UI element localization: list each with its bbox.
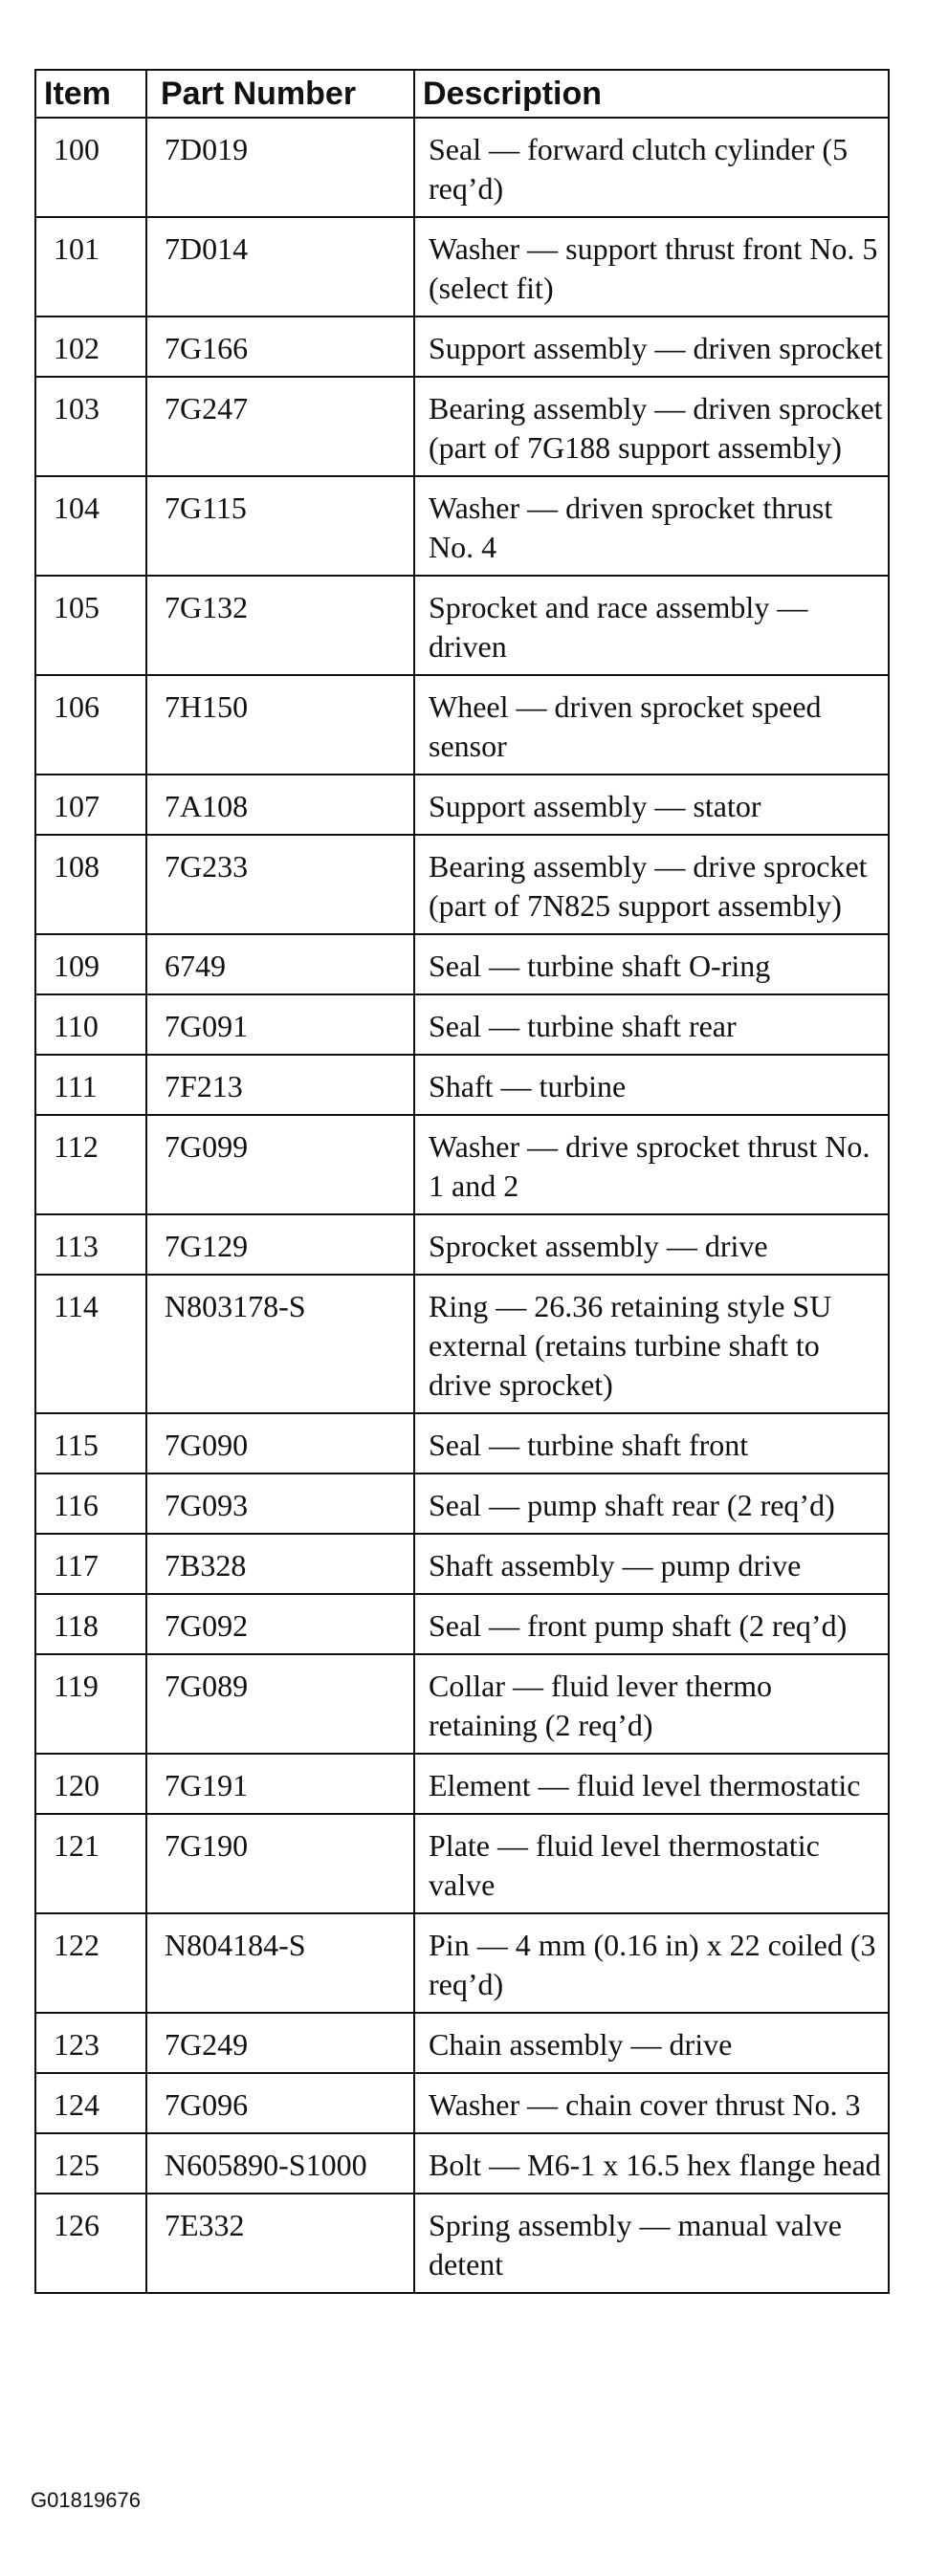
table-row <box>35 1594 889 1654</box>
table-row <box>35 2013 889 2073</box>
description-cell: Support assembly — driven sprocket <box>414 317 889 377</box>
table-row <box>35 994 889 1055</box>
item-cell: 105 <box>35 576 146 675</box>
item-cell: 115 <box>35 1413 146 1474</box>
description-cell: Washer — driven sprocket thrust No. 4 <box>414 476 889 576</box>
item-cell: 102 <box>35 317 146 377</box>
description-cell: Wheel — driven sprocket speed sensor <box>414 675 889 775</box>
description-cell: Bearing assembly — driven sprocket (part of 7G188 support assembly) <box>414 377 889 476</box>
description-cell: Element — fluid level thermostatic <box>414 1754 889 1814</box>
part-number-cell: 6749 <box>146 934 414 994</box>
part-number-cell: 7H150 <box>146 675 414 775</box>
item-cell: 123 <box>35 2013 146 2073</box>
part-number-cell: 7G092 <box>146 1594 414 1654</box>
description-cell: Sprocket and race assembly — driven <box>414 576 889 675</box>
description-cell: Chain assembly — drive <box>414 2013 889 2073</box>
item-cell: 116 <box>35 1474 146 1534</box>
description-cell: Ring — 26.36 retaining style SU external (retains turbine shaft to drive sprocket) <box>414 1275 889 1413</box>
part-number-cell: 7G096 <box>146 2073 414 2133</box>
description-cell: Seal — forward clutch cylinder (5 req’d) <box>414 118 889 217</box>
description-cell: Washer — support thrust front No. 5 (select fit) <box>414 217 889 317</box>
item-cell: 104 <box>35 476 146 576</box>
part-number-cell: 7G115 <box>146 476 414 576</box>
item-cell: 121 <box>35 1814 146 1913</box>
table-row <box>35 1814 889 1913</box>
table-row <box>35 1474 889 1534</box>
description-cell: Seal — turbine shaft rear <box>414 994 889 1055</box>
item-cell: 113 <box>35 1214 146 1275</box>
table-row <box>35 317 889 377</box>
description-cell: Washer — chain cover thrust No. 3 <box>414 2073 889 2133</box>
item-cell: 112 <box>35 1115 146 1214</box>
table-row <box>35 675 889 775</box>
part-number-cell: 7G249 <box>146 2013 414 2073</box>
table-row <box>35 1275 889 1413</box>
part-number-cell: 7G233 <box>146 835 414 934</box>
description-cell: Bolt — M6-1 x 16.5 hex flange head <box>414 2133 889 2194</box>
part-number-cell: 7E332 <box>146 2194 414 2293</box>
item-cell: 125 <box>35 2133 146 2194</box>
part-number-cell: 7A108 <box>146 775 414 835</box>
part-number-cell: 7G099 <box>146 1115 414 1214</box>
description-cell: Pin — 4 mm (0.16 in) x 22 coiled (3 req’d) <box>414 1913 889 2013</box>
description-cell: Spring assembly — manual valve detent <box>414 2194 889 2293</box>
table-row <box>35 1214 889 1275</box>
part-number-cell: 7G166 <box>146 317 414 377</box>
table-row <box>35 576 889 675</box>
header-row <box>35 70 889 118</box>
part-number-cell: N803178-S <box>146 1275 414 1413</box>
part-number-cell: 7D019 <box>146 118 414 217</box>
description-cell: Collar — fluid lever thermo retaining (2 req’d) <box>414 1654 889 1754</box>
part-number-cell: 7G089 <box>146 1654 414 1754</box>
table-row <box>35 1534 889 1594</box>
table-row <box>35 118 889 217</box>
figure-id: G01819676 <box>31 2488 141 2512</box>
item-cell: 103 <box>35 377 146 476</box>
parts-table <box>34 69 890 2294</box>
item-cell: 110 <box>35 994 146 1055</box>
part-number-cell: 7G090 <box>146 1413 414 1474</box>
part-number-cell: 7G129 <box>146 1214 414 1275</box>
table-row <box>35 1654 889 1754</box>
part-number-cell: 7G191 <box>146 1754 414 1814</box>
header-part-number: Part Number <box>146 70 414 118</box>
description-cell: Seal — turbine shaft O-ring <box>414 934 889 994</box>
item-cell: 108 <box>35 835 146 934</box>
part-number-cell: 7B328 <box>146 1534 414 1594</box>
part-number-cell: 7G190 <box>146 1814 414 1913</box>
description-cell: Sprocket assembly — drive <box>414 1214 889 1275</box>
header-description: Description <box>414 70 889 118</box>
description-cell: Shaft — turbine <box>414 1055 889 1115</box>
item-cell: 126 <box>35 2194 146 2293</box>
part-number-cell: N605890-S1000 <box>146 2133 414 2194</box>
part-number-cell: 7D014 <box>146 217 414 317</box>
item-cell: 109 <box>35 934 146 994</box>
table-row <box>35 1055 889 1115</box>
table-row <box>35 1115 889 1214</box>
table-row <box>35 835 889 934</box>
item-cell: 122 <box>35 1913 146 2013</box>
header-item: Item <box>35 70 146 118</box>
description-cell: Bearing assembly — drive sprocket (part of 7N825 support assembly) <box>414 835 889 934</box>
table-body <box>35 118 889 2293</box>
table-row <box>35 2073 889 2133</box>
description-cell: Seal — turbine shaft front <box>414 1413 889 1474</box>
part-number-cell: 7G247 <box>146 377 414 476</box>
table-row <box>35 2194 889 2293</box>
description-cell: Plate — fluid level thermostatic valve <box>414 1814 889 1913</box>
item-cell: 111 <box>35 1055 146 1115</box>
item-cell: 119 <box>35 1654 146 1754</box>
item-cell: 120 <box>35 1754 146 1814</box>
table-row <box>35 934 889 994</box>
part-number-cell: 7G132 <box>146 576 414 675</box>
table-row <box>35 2133 889 2194</box>
description-cell: Seal — front pump shaft (2 req’d) <box>414 1594 889 1654</box>
item-cell: 101 <box>35 217 146 317</box>
part-number-cell: 7F213 <box>146 1055 414 1115</box>
item-cell: 100 <box>35 118 146 217</box>
item-cell: 114 <box>35 1275 146 1413</box>
item-cell: 118 <box>35 1594 146 1654</box>
part-number-cell: 7G091 <box>146 994 414 1055</box>
table-row <box>35 377 889 476</box>
table-row <box>35 775 889 835</box>
description-cell: Shaft assembly — pump drive <box>414 1534 889 1594</box>
description-cell: Seal — pump shaft rear (2 req’d) <box>414 1474 889 1534</box>
item-cell: 106 <box>35 675 146 775</box>
item-cell: 117 <box>35 1534 146 1594</box>
item-cell: 124 <box>35 2073 146 2133</box>
table-row <box>35 1913 889 2013</box>
description-cell: Support assembly — stator <box>414 775 889 835</box>
table-header <box>35 70 889 118</box>
part-number-cell: N804184-S <box>146 1913 414 2013</box>
table-row <box>35 1754 889 1814</box>
item-cell: 107 <box>35 775 146 835</box>
description-cell: Washer — drive sprocket thrust No. 1 and 2 <box>414 1115 889 1214</box>
table-row <box>35 476 889 576</box>
part-number-cell: 7G093 <box>146 1474 414 1534</box>
table-row <box>35 1413 889 1474</box>
table-row <box>35 217 889 317</box>
